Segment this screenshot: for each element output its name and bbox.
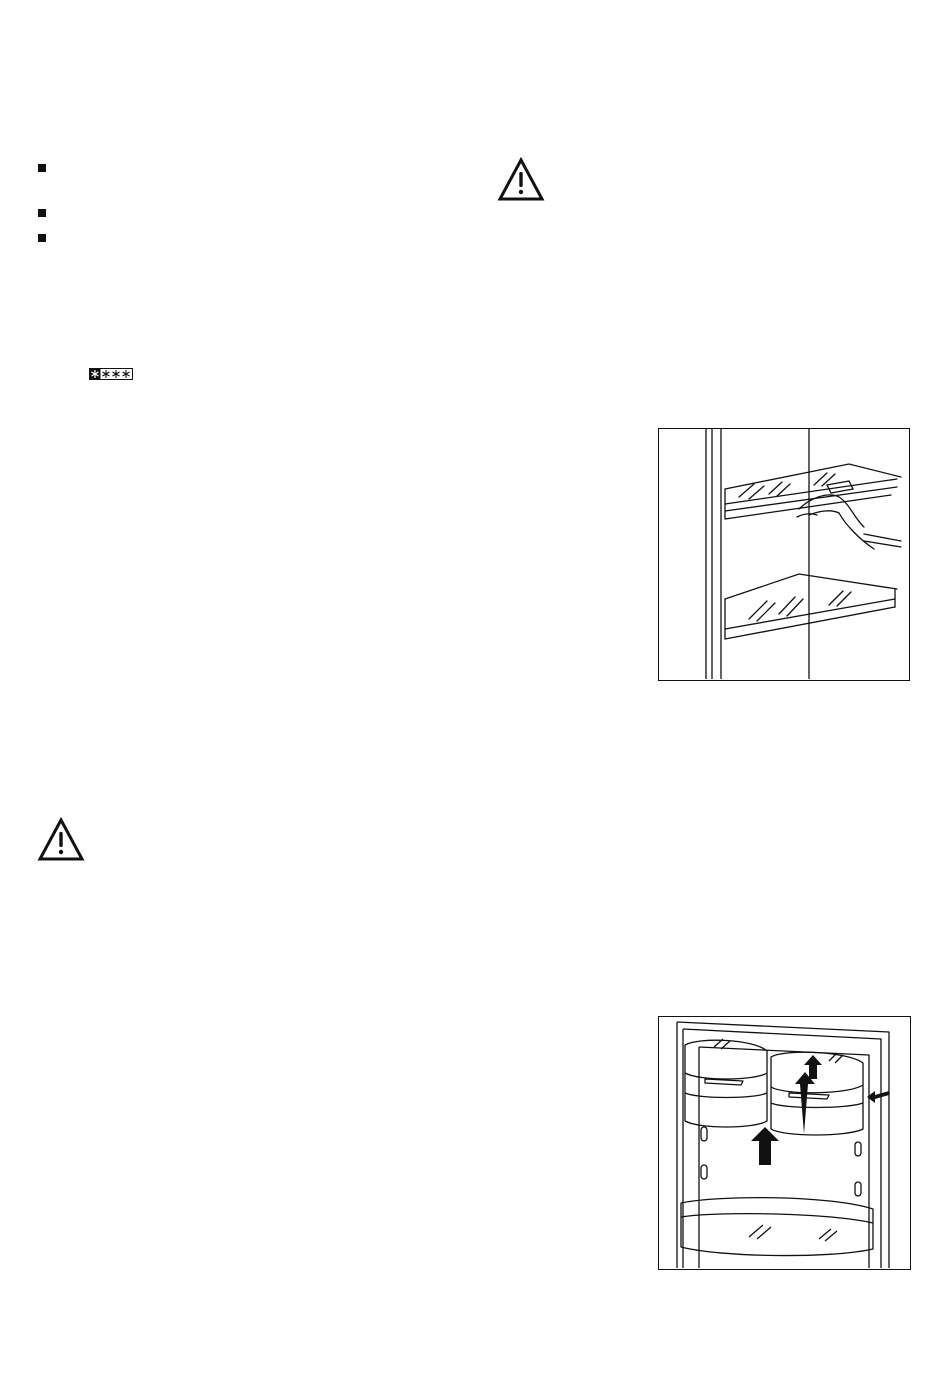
warning-triangle-icon xyxy=(497,157,545,207)
four-star-freezer-icon xyxy=(89,367,133,379)
fridge-door-bins-illustration xyxy=(658,1016,911,1270)
warning-triangle-icon xyxy=(37,817,85,867)
bullet-marker xyxy=(38,164,46,172)
fridge-shelf-removal-illustration xyxy=(658,428,910,681)
bullet-marker xyxy=(38,234,46,242)
bullet-marker xyxy=(38,209,46,217)
